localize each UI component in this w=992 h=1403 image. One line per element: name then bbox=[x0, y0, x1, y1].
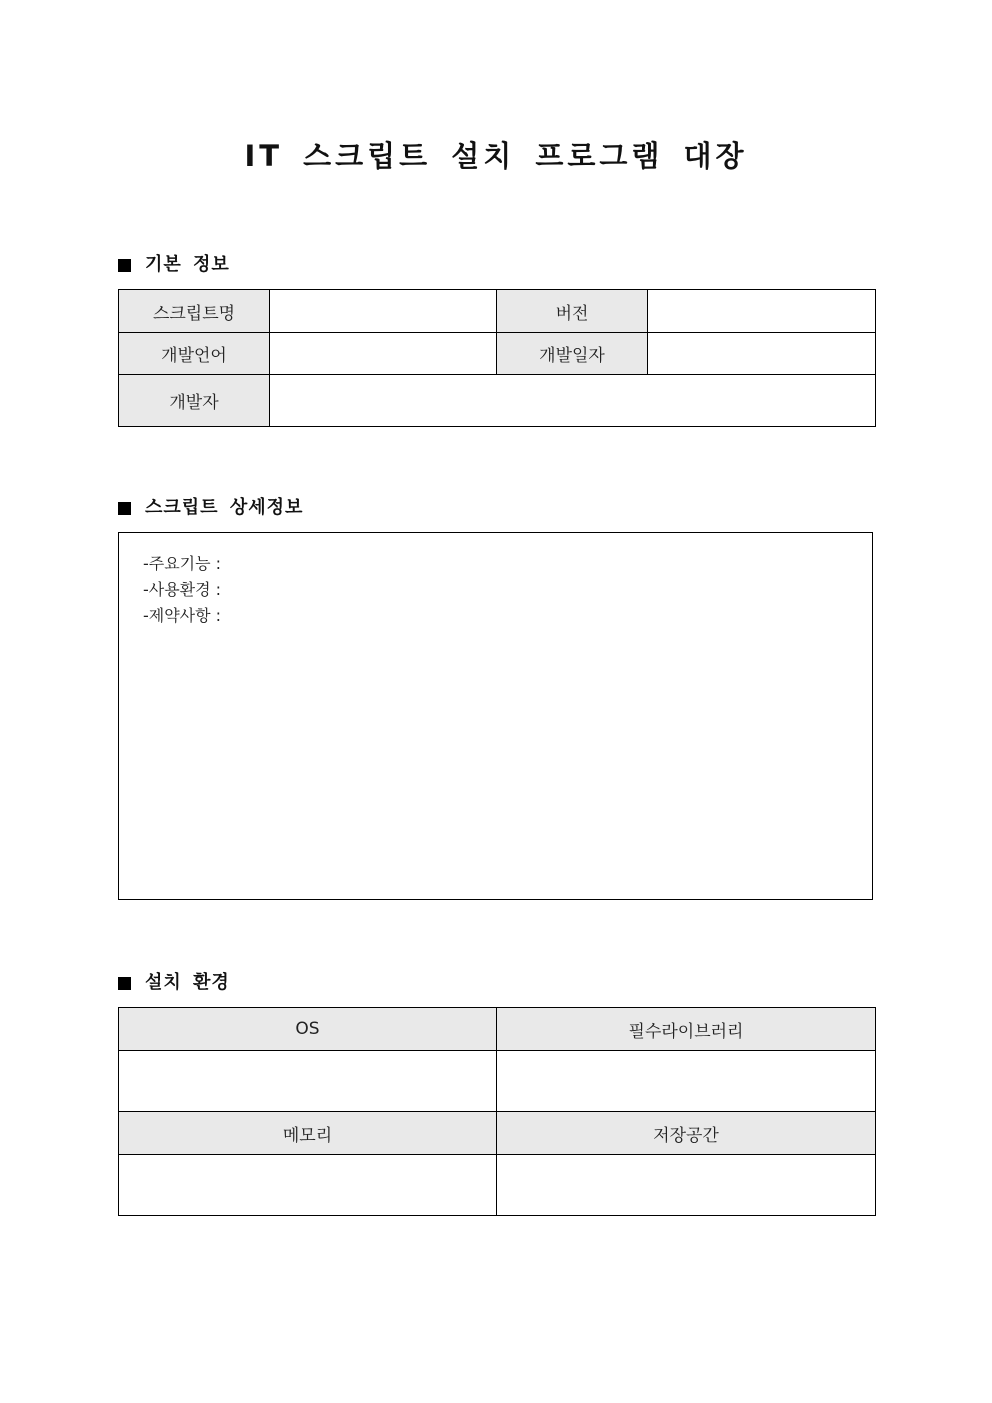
script-details-box[interactable] bbox=[118, 532, 873, 900]
required-libraries-label: 필수라이브러리 bbox=[497, 1008, 876, 1051]
table-row bbox=[119, 290, 876, 333]
table-row bbox=[119, 1112, 876, 1155]
main-function-line: -주요기능 : bbox=[143, 554, 222, 573]
basic-info-heading bbox=[118, 253, 230, 277]
install-env-heading-text: 설치 환경 bbox=[145, 972, 230, 993]
memory-label: 메모리 bbox=[119, 1112, 497, 1155]
developer-field[interactable] bbox=[270, 375, 876, 427]
os-field[interactable] bbox=[119, 1051, 497, 1112]
table-row bbox=[119, 1155, 876, 1216]
storage-field[interactable] bbox=[497, 1155, 876, 1216]
table-row bbox=[119, 333, 876, 375]
square-bullet-icon bbox=[118, 977, 131, 990]
script-name-field[interactable] bbox=[270, 290, 497, 333]
square-bullet-icon bbox=[118, 259, 131, 272]
script-name-label: 스크립트명 bbox=[119, 290, 270, 333]
usage-environment-line: -사용환경 : bbox=[143, 580, 222, 599]
install-env-table bbox=[118, 1007, 876, 1216]
basic-info-table bbox=[118, 289, 876, 427]
script-details-heading-text: 스크립트 상세정보 bbox=[145, 497, 304, 518]
script-details-heading bbox=[118, 496, 303, 520]
script-details-lines bbox=[143, 551, 221, 629]
square-bullet-icon bbox=[118, 502, 131, 515]
table-row bbox=[119, 375, 876, 427]
table-row bbox=[119, 1051, 876, 1112]
required-libraries-field[interactable] bbox=[497, 1051, 876, 1112]
developer-label: 개발자 bbox=[119, 375, 270, 427]
basic-info-heading-text: 기본 정보 bbox=[145, 254, 230, 275]
version-field[interactable] bbox=[648, 290, 876, 333]
restrictions-line: -제약사항 : bbox=[143, 606, 222, 625]
version-label: 버전 bbox=[497, 290, 648, 333]
dev-language-field[interactable] bbox=[270, 333, 497, 375]
os-label: OS bbox=[119, 1008, 497, 1051]
memory-field[interactable] bbox=[119, 1155, 497, 1216]
install-env-heading bbox=[118, 971, 230, 995]
dev-date-label: 개발일자 bbox=[497, 333, 648, 375]
page-title: IT 스크립트 설치 프로그램 대장 bbox=[244, 139, 748, 173]
storage-label: 저장공간 bbox=[497, 1112, 876, 1155]
dev-language-label: 개발언어 bbox=[119, 333, 270, 375]
table-row bbox=[119, 1008, 876, 1051]
dev-date-field[interactable] bbox=[648, 333, 876, 375]
